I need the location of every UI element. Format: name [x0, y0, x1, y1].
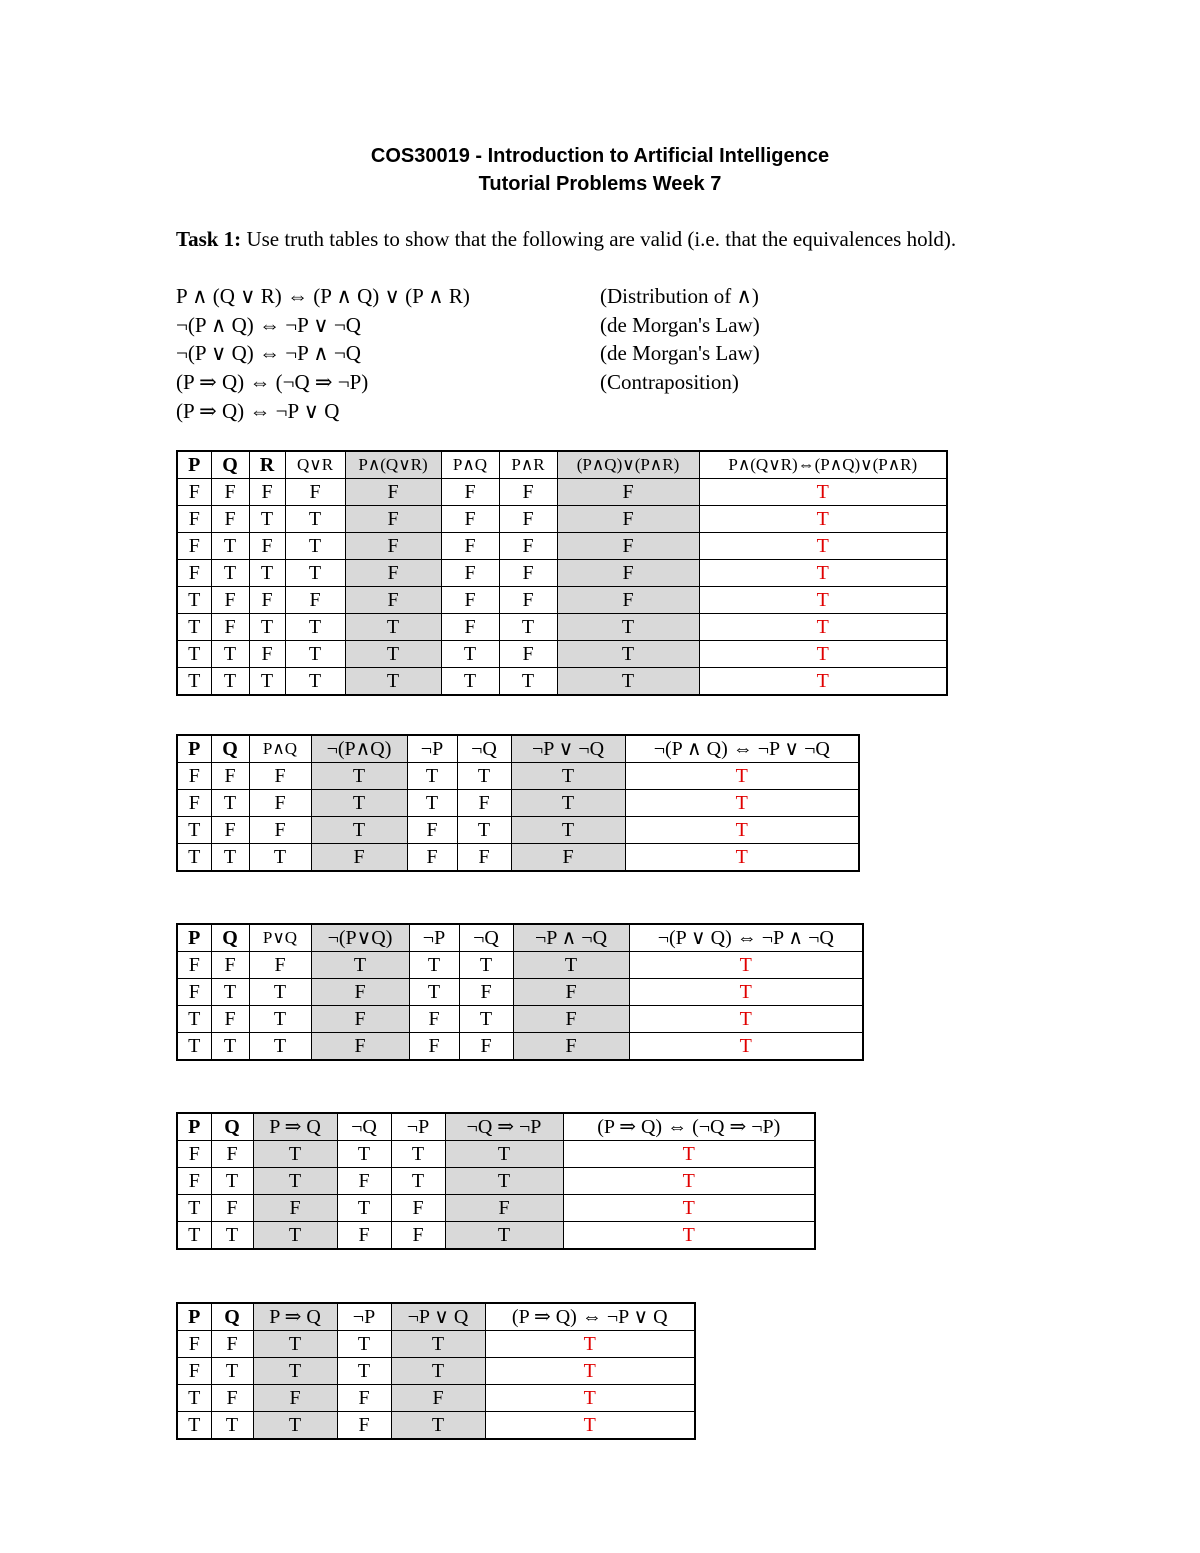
truth-value-cell: F — [337, 1412, 391, 1440]
truth-value-cell: F — [499, 641, 557, 668]
table-row — [177, 1168, 815, 1195]
equivalence-formula: (P ⇒ Q) ⇔ (¬Q ⇒ ¬P) — [176, 370, 369, 395]
truth-table-de-morgan-and — [176, 734, 860, 872]
equivalence-name: (Contraposition) — [600, 370, 739, 395]
column-header: P∧Q — [249, 735, 311, 763]
truth-value-cell: F — [311, 844, 407, 872]
table-row — [177, 668, 947, 696]
truth-value-cell: T — [211, 1222, 253, 1250]
truth-value-cell: F — [407, 844, 457, 872]
result-cell: T — [699, 560, 947, 587]
truth-value-cell: F — [177, 763, 211, 790]
table-header-row — [177, 451, 947, 479]
result-cell: T — [625, 763, 859, 790]
truth-value-cell: F — [441, 587, 499, 614]
truth-value-cell: F — [177, 1331, 211, 1358]
truth-value-cell: F — [499, 479, 557, 506]
truth-value-cell: F — [513, 1033, 629, 1061]
truth-value-cell: F — [409, 1033, 459, 1061]
truth-value-cell: F — [249, 817, 311, 844]
truth-value-cell: T — [177, 817, 211, 844]
truth-value-cell: T — [211, 560, 249, 587]
column-header: Q — [211, 924, 249, 952]
truth-value-cell: T — [211, 844, 249, 872]
truth-value-cell: F — [557, 587, 699, 614]
truth-value-cell: T — [253, 1358, 337, 1385]
truth-value-cell: T — [177, 1222, 211, 1250]
truth-value-cell: T — [407, 763, 457, 790]
task-label: Task 1: — [176, 227, 242, 251]
truth-value-cell: F — [249, 952, 311, 979]
truth-value-cell: T — [177, 1412, 211, 1440]
truth-value-cell: F — [311, 1033, 409, 1061]
truth-value-cell: T — [459, 952, 513, 979]
truth-value-cell: T — [177, 614, 211, 641]
column-header: ¬Q — [457, 735, 511, 763]
truth-value-cell: F — [177, 533, 211, 560]
table-row — [177, 790, 859, 817]
truth-value-cell: T — [211, 1358, 253, 1385]
truth-value-cell: T — [253, 1331, 337, 1358]
result-cell: T — [563, 1168, 815, 1195]
truth-value-cell: T — [457, 763, 511, 790]
truth-value-cell: F — [211, 952, 249, 979]
truth-value-cell: T — [511, 763, 625, 790]
equivalence-formula: ¬(P ∧ Q) ⇔ ¬P ∨ ¬Q — [176, 312, 361, 337]
truth-value-cell: F — [513, 979, 629, 1006]
truth-value-cell: F — [457, 844, 511, 872]
truth-value-cell: F — [499, 533, 557, 560]
truth-value-cell: T — [445, 1141, 563, 1168]
truth-value-cell: F — [211, 587, 249, 614]
truth-value-cell: T — [249, 506, 285, 533]
truth-value-cell: T — [311, 952, 409, 979]
column-header: P — [177, 451, 211, 479]
equivalence-name: (Distribution of ∧) — [600, 284, 759, 308]
truth-value-cell: F — [513, 1006, 629, 1033]
task-description — [176, 225, 1016, 253]
truth-value-cell: T — [211, 1168, 253, 1195]
table-row — [177, 1033, 863, 1061]
truth-value-cell: T — [253, 1168, 337, 1195]
truth-value-cell: F — [499, 587, 557, 614]
truth-value-cell: T — [249, 1033, 311, 1061]
equivalence-formula: P ∧ (Q ∨ R) ⇔ (P ∧ Q) ∨ (P ∧ R) — [176, 284, 470, 308]
truth-value-cell: F — [177, 979, 211, 1006]
truth-value-cell: F — [285, 587, 345, 614]
truth-value-cell: T — [391, 1412, 485, 1440]
truth-value-cell: T — [441, 641, 499, 668]
result-cell: T — [699, 479, 947, 506]
truth-value-cell: F — [211, 1006, 249, 1033]
column-header: P — [177, 735, 211, 763]
truth-value-cell: F — [249, 479, 285, 506]
truth-value-cell: F — [441, 614, 499, 641]
truth-value-cell: F — [511, 844, 625, 872]
result-cell: T — [629, 952, 863, 979]
column-header: ¬P ∨ Q — [391, 1303, 485, 1331]
table-row — [177, 1358, 695, 1385]
truth-value-cell: F — [249, 641, 285, 668]
truth-value-cell: F — [409, 1006, 459, 1033]
result-cell: T — [629, 979, 863, 1006]
tutorial-subtitle: Tutorial Problems Week 7 — [478, 173, 722, 195]
column-header: ¬(P∧Q) — [311, 735, 407, 763]
table-header-row — [177, 1303, 695, 1331]
truth-value-cell: F — [457, 790, 511, 817]
truth-value-cell: F — [211, 506, 249, 533]
table-row — [177, 587, 947, 614]
truth-value-cell: F — [311, 979, 409, 1006]
table-row — [177, 1331, 695, 1358]
column-header: P — [177, 1303, 211, 1331]
column-header: ¬Q — [459, 924, 513, 952]
table-row — [177, 763, 859, 790]
equivalence-formula: ¬(P ∨ Q) ⇔ ¬P ∧ ¬Q — [176, 341, 361, 366]
truth-value-cell: F — [499, 560, 557, 587]
result-cell: T — [563, 1222, 815, 1250]
table-row — [177, 817, 859, 844]
truth-value-cell: F — [557, 560, 699, 587]
truth-value-cell: T — [345, 641, 441, 668]
truth-value-cell: F — [249, 533, 285, 560]
column-header: ¬Q ⇒ ¬P — [445, 1113, 563, 1141]
truth-value-cell: F — [337, 1385, 391, 1412]
column-header: (P∧Q)∨(P∧R) — [557, 451, 699, 479]
truth-value-cell: F — [249, 763, 311, 790]
truth-value-cell: F — [177, 952, 211, 979]
result-cell: T — [699, 668, 947, 696]
table-row — [177, 1385, 695, 1412]
column-header: ¬P — [407, 735, 457, 763]
truth-value-cell: F — [441, 506, 499, 533]
column-header: ¬P ∨ ¬Q — [511, 735, 625, 763]
table-row — [177, 641, 947, 668]
truth-value-cell: T — [391, 1168, 445, 1195]
result-cell: T — [625, 817, 859, 844]
truth-value-cell: F — [441, 533, 499, 560]
truth-value-cell: F — [345, 479, 441, 506]
truth-value-cell: T — [177, 844, 211, 872]
truth-value-cell: F — [337, 1168, 391, 1195]
truth-value-cell: F — [211, 1195, 253, 1222]
result-cell: T — [485, 1331, 695, 1358]
truth-value-cell: F — [391, 1195, 445, 1222]
column-header: ¬(P ∧ Q) ⇔ ¬P ∨ ¬Q — [625, 735, 859, 763]
truth-value-cell: T — [249, 668, 285, 696]
result-cell: T — [563, 1195, 815, 1222]
table-row — [177, 979, 863, 1006]
truth-value-cell: T — [249, 560, 285, 587]
truth-value-cell: F — [177, 1358, 211, 1385]
truth-value-cell: F — [407, 817, 457, 844]
truth-value-cell: T — [285, 668, 345, 696]
truth-value-cell: F — [177, 1141, 211, 1168]
truth-value-cell: T — [337, 1331, 391, 1358]
truth-value-cell: T — [211, 1412, 253, 1440]
truth-value-cell: T — [409, 952, 459, 979]
task-text: Use truth tables to show that the following are valid (i.e. that the equivalences hold). — [246, 227, 957, 251]
truth-value-cell: T — [345, 614, 441, 641]
table-row — [177, 506, 947, 533]
truth-value-cell: T — [177, 1033, 211, 1061]
truth-value-cell: T — [337, 1141, 391, 1168]
truth-value-cell: T — [285, 506, 345, 533]
truth-value-cell: F — [211, 1141, 253, 1168]
column-header: ¬P — [391, 1113, 445, 1141]
truth-value-cell: T — [211, 641, 249, 668]
truth-value-cell: F — [211, 763, 249, 790]
truth-value-cell: T — [513, 952, 629, 979]
truth-value-cell: T — [177, 587, 211, 614]
truth-table-contraposition — [176, 1112, 816, 1250]
truth-value-cell: T — [511, 790, 625, 817]
column-header: ¬(P∨Q) — [311, 924, 409, 952]
column-header: Q — [211, 1113, 253, 1141]
truth-value-cell: T — [337, 1358, 391, 1385]
truth-value-cell: T — [211, 533, 249, 560]
truth-value-cell: F — [337, 1222, 391, 1250]
truth-value-cell: F — [345, 587, 441, 614]
equivalence-name: (de Morgan's Law) — [600, 312, 760, 337]
truth-value-cell: T — [459, 1006, 513, 1033]
truth-value-cell: T — [445, 1168, 563, 1195]
truth-value-cell: F — [249, 587, 285, 614]
truth-value-cell: T — [211, 790, 249, 817]
column-header: Q — [211, 735, 249, 763]
truth-value-cell: T — [557, 641, 699, 668]
column-header: Q — [211, 1303, 253, 1331]
truth-table-distribution — [176, 450, 948, 696]
result-cell: T — [485, 1385, 695, 1412]
truth-value-cell: F — [177, 479, 211, 506]
truth-value-cell: F — [441, 479, 499, 506]
truth-value-cell: T — [557, 614, 699, 641]
table-row — [177, 952, 863, 979]
column-header: ¬(P ∨ Q) ⇔ ¬P ∧ ¬Q — [629, 924, 863, 952]
truth-value-cell: T — [345, 668, 441, 696]
truth-value-cell: F — [557, 506, 699, 533]
truth-value-cell: F — [441, 560, 499, 587]
column-header: (P ⇒ Q) ⇔ ¬P ∨ Q — [485, 1303, 695, 1331]
truth-value-cell: T — [499, 614, 557, 641]
table-header-row — [177, 1113, 815, 1141]
result-cell: T — [699, 587, 947, 614]
truth-value-cell: T — [337, 1195, 391, 1222]
truth-value-cell: T — [557, 668, 699, 696]
truth-value-cell: T — [249, 844, 311, 872]
table-row — [177, 1195, 815, 1222]
truth-value-cell: T — [249, 1006, 311, 1033]
truth-value-cell: F — [459, 979, 513, 1006]
truth-value-cell: T — [457, 817, 511, 844]
result-cell: T — [625, 790, 859, 817]
table-row — [177, 479, 947, 506]
result-cell: T — [699, 614, 947, 641]
result-cell: T — [485, 1412, 695, 1440]
truth-value-cell: F — [345, 533, 441, 560]
column-header: P ⇒ Q — [253, 1303, 337, 1331]
column-header: P∧R — [499, 451, 557, 479]
truth-value-cell: T — [249, 614, 285, 641]
truth-value-cell: F — [211, 479, 249, 506]
truth-value-cell: F — [253, 1195, 337, 1222]
column-header: ¬Q — [337, 1113, 391, 1141]
truth-value-cell: F — [445, 1195, 563, 1222]
truth-value-cell: T — [407, 790, 457, 817]
result-cell: T — [563, 1141, 815, 1168]
truth-value-cell: T — [311, 817, 407, 844]
column-header: Q∨R — [285, 451, 345, 479]
truth-value-cell: F — [177, 790, 211, 817]
truth-value-cell: F — [557, 533, 699, 560]
truth-value-cell: T — [285, 641, 345, 668]
truth-value-cell: T — [249, 979, 311, 1006]
truth-value-cell: F — [391, 1385, 485, 1412]
table-row — [177, 1412, 695, 1440]
truth-value-cell: T — [285, 533, 345, 560]
table-header-row — [177, 735, 859, 763]
truth-value-cell: F — [345, 560, 441, 587]
truth-value-cell: T — [177, 1195, 211, 1222]
truth-value-cell: T — [253, 1222, 337, 1250]
truth-value-cell: F — [211, 817, 249, 844]
column-header: (P ⇒ Q) ⇔ (¬Q ⇒ ¬P) — [563, 1113, 815, 1141]
result-cell: T — [699, 641, 947, 668]
table-row — [177, 1141, 815, 1168]
truth-value-cell: T — [285, 614, 345, 641]
truth-value-cell: T — [211, 979, 249, 1006]
truth-value-cell: F — [211, 1385, 253, 1412]
truth-value-cell: T — [445, 1222, 563, 1250]
column-header: Q — [211, 451, 249, 479]
truth-value-cell: T — [311, 790, 407, 817]
truth-value-cell: T — [285, 560, 345, 587]
column-header: ¬P ∧ ¬Q — [513, 924, 629, 952]
result-cell: T — [629, 1006, 863, 1033]
table-row — [177, 560, 947, 587]
course-title: COS30019 - Introduction to Artificial Intelligence — [370, 145, 830, 167]
table-row — [177, 844, 859, 872]
truth-value-cell: F — [311, 1006, 409, 1033]
truth-value-cell: F — [211, 614, 249, 641]
column-header: P — [177, 924, 211, 952]
column-header: P — [177, 1113, 211, 1141]
truth-value-cell: T — [177, 641, 211, 668]
truth-value-cell: F — [285, 479, 345, 506]
truth-table-implication — [176, 1302, 696, 1440]
truth-value-cell: F — [557, 479, 699, 506]
column-header: ¬P — [337, 1303, 391, 1331]
truth-value-cell: F — [177, 1168, 211, 1195]
truth-value-cell: T — [391, 1331, 485, 1358]
truth-value-cell: F — [211, 1331, 253, 1358]
table-header-row — [177, 924, 863, 952]
column-header: R — [249, 451, 285, 479]
column-header: P∧(Q∨R) — [345, 451, 441, 479]
result-cell: T — [699, 533, 947, 560]
truth-value-cell: F — [177, 506, 211, 533]
table-row — [177, 533, 947, 560]
equivalence-name: (de Morgan's Law) — [600, 341, 760, 366]
column-header: P∧Q — [441, 451, 499, 479]
truth-value-cell: T — [211, 1033, 249, 1061]
truth-value-cell: F — [459, 1033, 513, 1061]
truth-value-cell: F — [391, 1222, 445, 1250]
result-cell: T — [625, 844, 859, 872]
truth-value-cell: T — [177, 1006, 211, 1033]
result-cell: T — [485, 1358, 695, 1385]
truth-value-cell: T — [441, 668, 499, 696]
truth-value-cell: T — [391, 1358, 485, 1385]
truth-value-cell: F — [249, 790, 311, 817]
table-row — [177, 1222, 815, 1250]
table-row — [177, 614, 947, 641]
truth-value-cell: T — [253, 1412, 337, 1440]
truth-table-de-morgan-or — [176, 923, 864, 1061]
result-cell: T — [629, 1033, 863, 1061]
truth-value-cell: T — [391, 1141, 445, 1168]
truth-value-cell: T — [311, 763, 407, 790]
column-header: P∧(Q∨R)⇔(P∧Q)∨(P∧R) — [699, 451, 947, 479]
truth-value-cell: T — [177, 1385, 211, 1412]
column-header: ¬P — [409, 924, 459, 952]
truth-value-cell: T — [253, 1141, 337, 1168]
truth-value-cell: T — [211, 668, 249, 696]
truth-value-cell: T — [511, 817, 625, 844]
truth-value-cell: F — [253, 1385, 337, 1412]
truth-value-cell: F — [499, 506, 557, 533]
equivalence-formula: (P ⇒ Q) ⇔ ¬P ∨ Q — [176, 398, 340, 423]
truth-value-cell: T — [409, 979, 459, 1006]
column-header: P ⇒ Q — [253, 1113, 337, 1141]
table-row — [177, 1006, 863, 1033]
result-cell: T — [699, 506, 947, 533]
truth-value-cell: F — [177, 560, 211, 587]
truth-value-cell: T — [499, 668, 557, 696]
truth-value-cell: F — [345, 506, 441, 533]
truth-value-cell: T — [177, 668, 211, 696]
column-header: P∨Q — [249, 924, 311, 952]
